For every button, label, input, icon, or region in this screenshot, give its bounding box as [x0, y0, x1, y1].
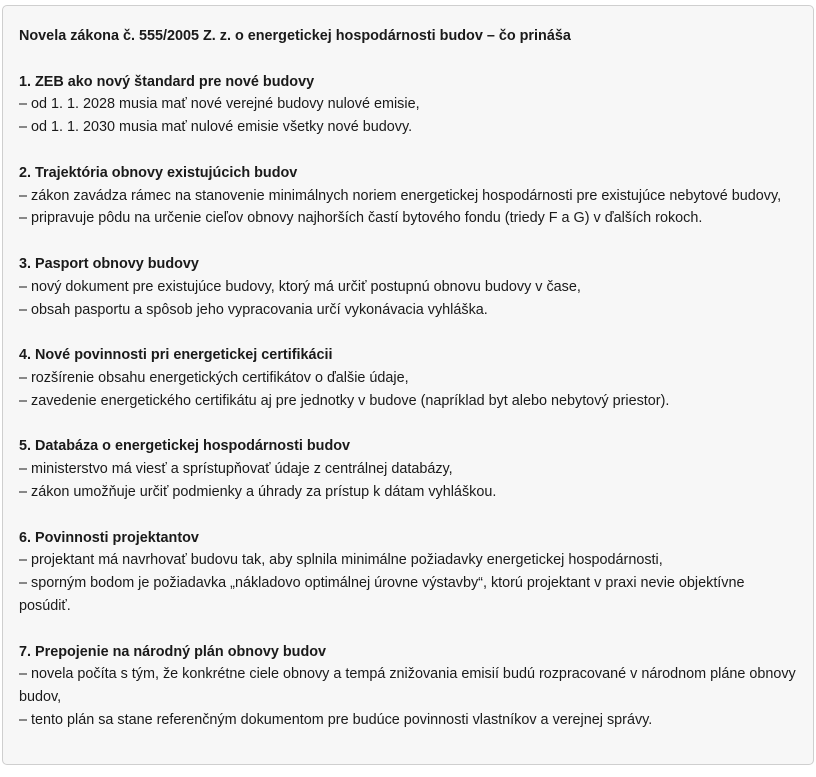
list-item: – novela počíta s tým, že konkrétne ciele obnovy a tempá znižovania emisií budú rozpracované v národnom pláne obnovy budov,: [19, 666, 796, 706]
section-designer-obligations: [19, 527, 797, 618]
document-card: [2, 5, 814, 765]
section-heading: 2. Trajektória obnovy existujúcich budov: [19, 164, 298, 181]
section-heading: 6. Povinnosti projektantov: [19, 529, 199, 546]
list-item: – od 1. 1. 2030 musia mať nulové emisie všetky nové budovy.: [19, 119, 413, 136]
list-item: – sporným bodom je požiadavka „nákladovo optimálnej úrovne výstavby“, ktorú projektant v praxi nevie objektívne posúdiť.: [19, 575, 745, 614]
list-item: – rozšírenie obsahu energetických certifikátov o ďalšie údaje,: [19, 369, 409, 386]
list-item: – ministerstvo má viesť a sprístupňovať údaje z centrálnej databázy,: [19, 461, 453, 478]
section-zeb-standard: [19, 71, 797, 139]
list-item: – pripravuje pôdu na určenie cieľov obnovy najhorších častí bytového fondu (triedy F a G) v ďalších rokoch.: [19, 210, 703, 227]
list-item: – nový dokument pre existujúce budovy, ktorý má určiť postupnú obnovu budovy v čase,: [19, 278, 581, 295]
section-energy-certification: [19, 344, 797, 412]
section-renovation-passport: [19, 253, 797, 321]
section-heading: 1. ZEB ako nový štandard pre nové budovy: [19, 73, 315, 90]
section-energy-database: [19, 435, 797, 503]
list-item: – projektant má navrhovať budovu tak, aby splnila minimálne požiadavky energetickej hospodárnosti,: [19, 552, 663, 569]
list-item: – zákon zavádza rámec na stanovenie minimálnych noriem energetickej hospodárnosti pre existujúce nebytové budovy,: [19, 187, 782, 204]
list-item: – obsah pasportu a spôsob jeho vypracovania určí vykonávacia vyhláška.: [19, 301, 488, 318]
list-item: – tento plán sa stane referenčným dokumentom pre budúce povinnosti vlastníkov a verejnej správy.: [19, 711, 653, 728]
list-item: – od 1. 1. 2028 musia mať nové verejné budovy nulové emisie,: [19, 96, 420, 113]
section-national-renovation-plan: [19, 641, 797, 732]
section-heading: 7. Prepojenie na národný plán obnovy budov: [19, 643, 327, 660]
section-renovation-trajectory: [19, 162, 797, 230]
section-heading: 4. Nové povinnosti pri energetickej certifikácii: [19, 347, 333, 364]
document-title: Novela zákona č. 555/2005 Z. z. o energetickej hospodárnosti budov – čo prináša: [19, 28, 571, 44]
section-heading: 5. Databáza o energetickej hospodárnosti budov: [19, 438, 351, 455]
list-item: – zavedenie energetického certifikátu aj pre jednotky v budove (napríklad byt alebo nebytový priestor).: [19, 392, 670, 409]
section-heading: 3. Pasport obnovy budovy: [19, 255, 199, 272]
list-item: – zákon umožňuje určiť podmienky a úhrady za prístup k dátam vyhláškou.: [19, 483, 497, 500]
